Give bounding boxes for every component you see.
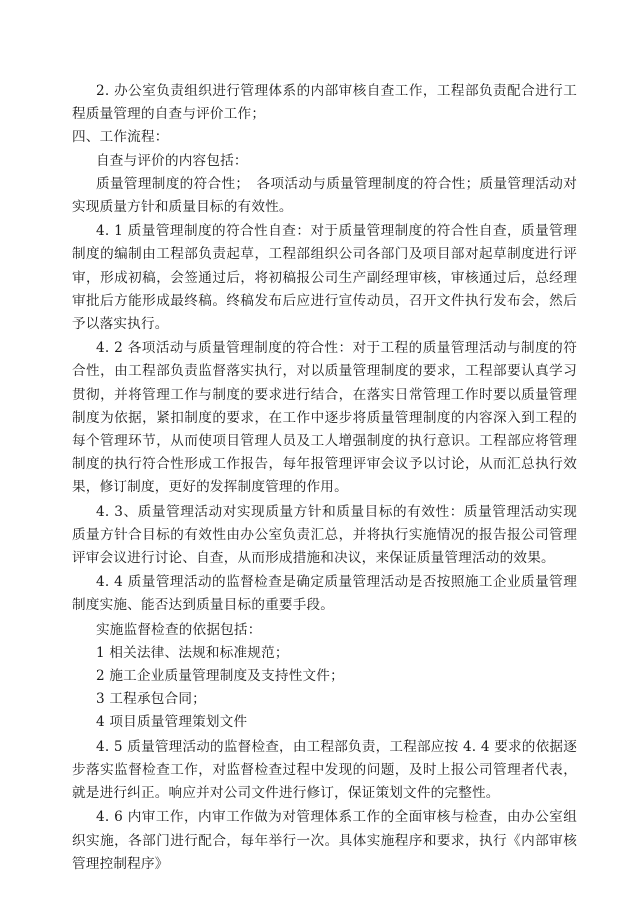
paragraph-office-responsibility: 2. 办公室负责组织进行管理体系的内部审核自查工作，工程部负责配合进行工程质量管理的自查与评价工作； <box>72 83 577 123</box>
list-item: 4 项目质量管理策划文件 <box>96 714 248 731</box>
document-page <box>72 80 577 876</box>
paragraph-content-items: 质量管理制度的符合性； 各项活动与质量管理制度的符合性；质量管理活动对实现质量方针和质量目标的有效性。 <box>72 175 577 216</box>
paragraph-4-4: 4. 4 质量管理活动的监督检查是确定质量管理活动是否按照施工企业质量管理制度实施、能否达到质量目标的重要手段。 <box>72 574 577 614</box>
paragraph-4-5: 4. 5 质量管理活动的监督检查，由工程部负责，工程部应按 4. 4 要求的依据逐步落实监督检查工作，对监督检查过程中发现的问题，及时上报公司管理者代表，就是进行纠正。响应并对公司文件进行修订，保证策划文件的完整性。 <box>72 738 577 802</box>
paragraph-content-intro: 自查与评价的内容包括： <box>96 152 248 169</box>
paragraph-basis-intro: 实施监督检查的依据包括： <box>96 621 262 638</box>
paragraph-4-6: 4. 6 内审工作，内审工作做为对管理体系工作的全面审核与检查，由办公室组织实施，各部门进行配合，每年举行一次。具体实施程序和要求，执行《内部审核管理控制程序》 <box>72 809 577 872</box>
list-item: 3 工程承包合同； <box>96 691 206 708</box>
list-item: 1 相关法律、法规和标准规范； <box>96 644 289 661</box>
paragraph-4-2: 4. 2 各项活动与质量管理制度的符合性：对于工程的质量管理活动与制度的符合性，由工程部负责监督落实执行，对以质量管理制度的要求，工程部要认真学习贯彻，并将管理工作与制度的要求进行结合，在落实日常管理工作时要以质量管理制度为依据，紧扣制度的要求，在工作中逐步将质量管理制度的内容深入到工程的每个管理环节，从而使项目管理人员及工人增强制度的执行意识。工程部应将管理制度的执行符合性形成工作报告，每年报管理评审会议予以讨论，从而汇总执行效果，修订制度，更好的发挥制度管理的作用。 <box>72 340 577 496</box>
section-heading-workflow: 四、工作流程： <box>72 129 169 146</box>
paragraph-4-3: 4. 3、质量管理活动对实现质量方针和质量目标的有效性：质量管理活动实现质量方针合目标的有效性由办公室负责汇总，并将执行实施情况的报告报公司管理评审会议进行讨论、自查，从而形成措施和决议，来保证质量管理活动的效果。 <box>72 503 577 567</box>
paragraph-4-1: 4. 1 质量管理制度的符合性自查：对于质量管理制度的符合性自查，质量管理制度的编制由工程部负责起草，工程部组织公司各部门及项目部对起草制度进行评审，形成初稿，会签通过后，将初稿报公司生产副经理审核，审核通过后，总经理审批后方能形成最终稿。终稿发布后应进行宣传动员，召开文件执行发布会，然后予以落实执行。 <box>72 223 577 333</box>
list-item: 2 施工企业质量管理制度及支持性文件； <box>96 668 344 685</box>
